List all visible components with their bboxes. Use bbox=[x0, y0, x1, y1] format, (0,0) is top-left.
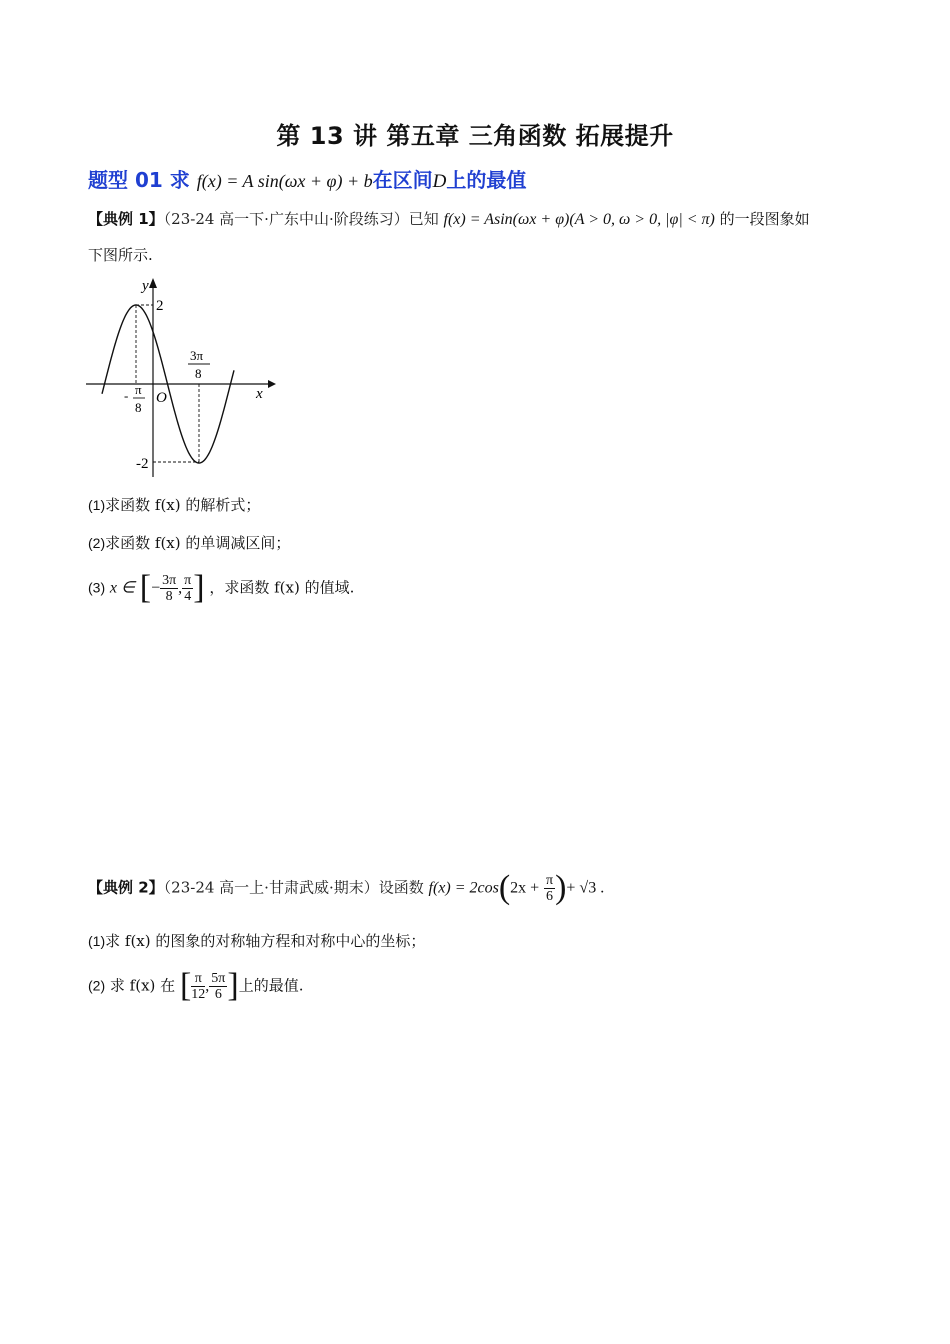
example2-tag: 【典例 2】 bbox=[88, 878, 164, 897]
example1-formula: f(x) = Asin(ωx + φ)(A > 0, ω > 0, |φ| < π) bbox=[443, 211, 715, 228]
x2-den: 8 bbox=[195, 366, 202, 381]
x-axis-label: x bbox=[256, 386, 263, 402]
q3-text: ，求函数 f(x) 的值域. bbox=[209, 578, 355, 597]
e2-q2-number: (2) bbox=[88, 977, 106, 994]
x1-sign: - bbox=[124, 388, 129, 403]
example2-statement: 【典例 2】（23-24 高一上·甘肃武威·期末）设函数 f(x) = 2cos(2x + $\frac{\pi}{6}$ )+ √3 . bbox=[88, 869, 605, 906]
e2-q2-frac2: $\frac{5\pi}{6}$ bbox=[211, 970, 226, 1002]
min-value-label: -2 bbox=[136, 456, 149, 472]
example1-source: （23-24 高一下·广东中山·阶段练习）已知 bbox=[163, 210, 439, 228]
section-prefix: 题型 01 求 bbox=[88, 168, 197, 192]
section-heading bbox=[88, 164, 526, 193]
example2-formula-inner: 2x + bbox=[510, 879, 540, 897]
section-mid: 在区间 bbox=[372, 168, 433, 192]
example1-tag: 【典例 1】 bbox=[88, 210, 164, 228]
example1-statement bbox=[88, 210, 810, 229]
e2-q2-pre: 求 f(x) 在 bbox=[109, 976, 176, 995]
example2-formula-pre: f(x) = 2cos bbox=[428, 879, 499, 897]
x1-den: 8 bbox=[135, 400, 142, 415]
section-var: D bbox=[432, 171, 447, 192]
example2-frac: $\frac{\pi}{6}$ bbox=[545, 872, 554, 904]
q3-frac2: $\frac{\pi}{4}$ bbox=[184, 572, 192, 604]
x2-num: 3π bbox=[190, 348, 204, 363]
q1-text: 求函数 f(x) 的解析式； bbox=[105, 496, 261, 514]
q1-number: (1) bbox=[88, 497, 106, 513]
example1-q3: (3) x ∈ [− $\frac{3\pi}{8}$ , $\frac{\pi}{4}$ ] ，求函数 f(x) 的值域. bbox=[88, 569, 355, 606]
q3-number: (3) bbox=[88, 579, 106, 596]
sine-graph bbox=[82, 272, 282, 482]
e2-q2-text: 上的最值. bbox=[238, 976, 304, 995]
example1-tail: 的一段图象如 bbox=[719, 210, 810, 228]
q3-frac1: $\frac{3\pi}{8}$ bbox=[162, 572, 177, 604]
example2-formula-post: + √3 . bbox=[566, 879, 605, 897]
q2-number: (2) bbox=[88, 535, 106, 551]
x1-num: π bbox=[135, 382, 142, 397]
e2-q1-text: 求 f(x) 的图象的对称轴方程和对称中心的坐标； bbox=[105, 932, 426, 950]
y-axis-arrow-icon bbox=[149, 278, 157, 288]
example1-q1 bbox=[88, 496, 260, 514]
page-title: 第 13 讲 第五章 三角函数 拓展提升 bbox=[276, 122, 674, 150]
q3-pre: x ∈ bbox=[109, 579, 135, 597]
origin-label: O bbox=[156, 390, 167, 406]
max-value-label: 2 bbox=[156, 298, 164, 314]
e2-q2-frac1: $\frac{\pi}{12}$ bbox=[191, 970, 206, 1002]
y-axis-label: y bbox=[142, 278, 149, 294]
q2-text: 求函数 f(x) 的单调减区间； bbox=[105, 534, 291, 552]
section-suffix: 上的最值 bbox=[446, 168, 527, 192]
example1-q2 bbox=[88, 534, 290, 552]
example2-q1 bbox=[88, 932, 425, 950]
example2-source: （23-24 高一上·甘肃武威·期末）设函数 bbox=[163, 878, 424, 897]
e2-q1-number: (1) bbox=[88, 933, 106, 949]
section-formula: f(x) = A sin(ωx + φ) + b bbox=[196, 171, 373, 191]
x-axis-arrow-icon bbox=[268, 380, 276, 388]
example1-line2: 下图所示. bbox=[88, 246, 153, 264]
example2-q2: (2) 求 f(x) 在 [ $\frac{\pi}{12}$ , $\frac{5\pi}{6}$ ]上的最值. bbox=[88, 967, 304, 1004]
